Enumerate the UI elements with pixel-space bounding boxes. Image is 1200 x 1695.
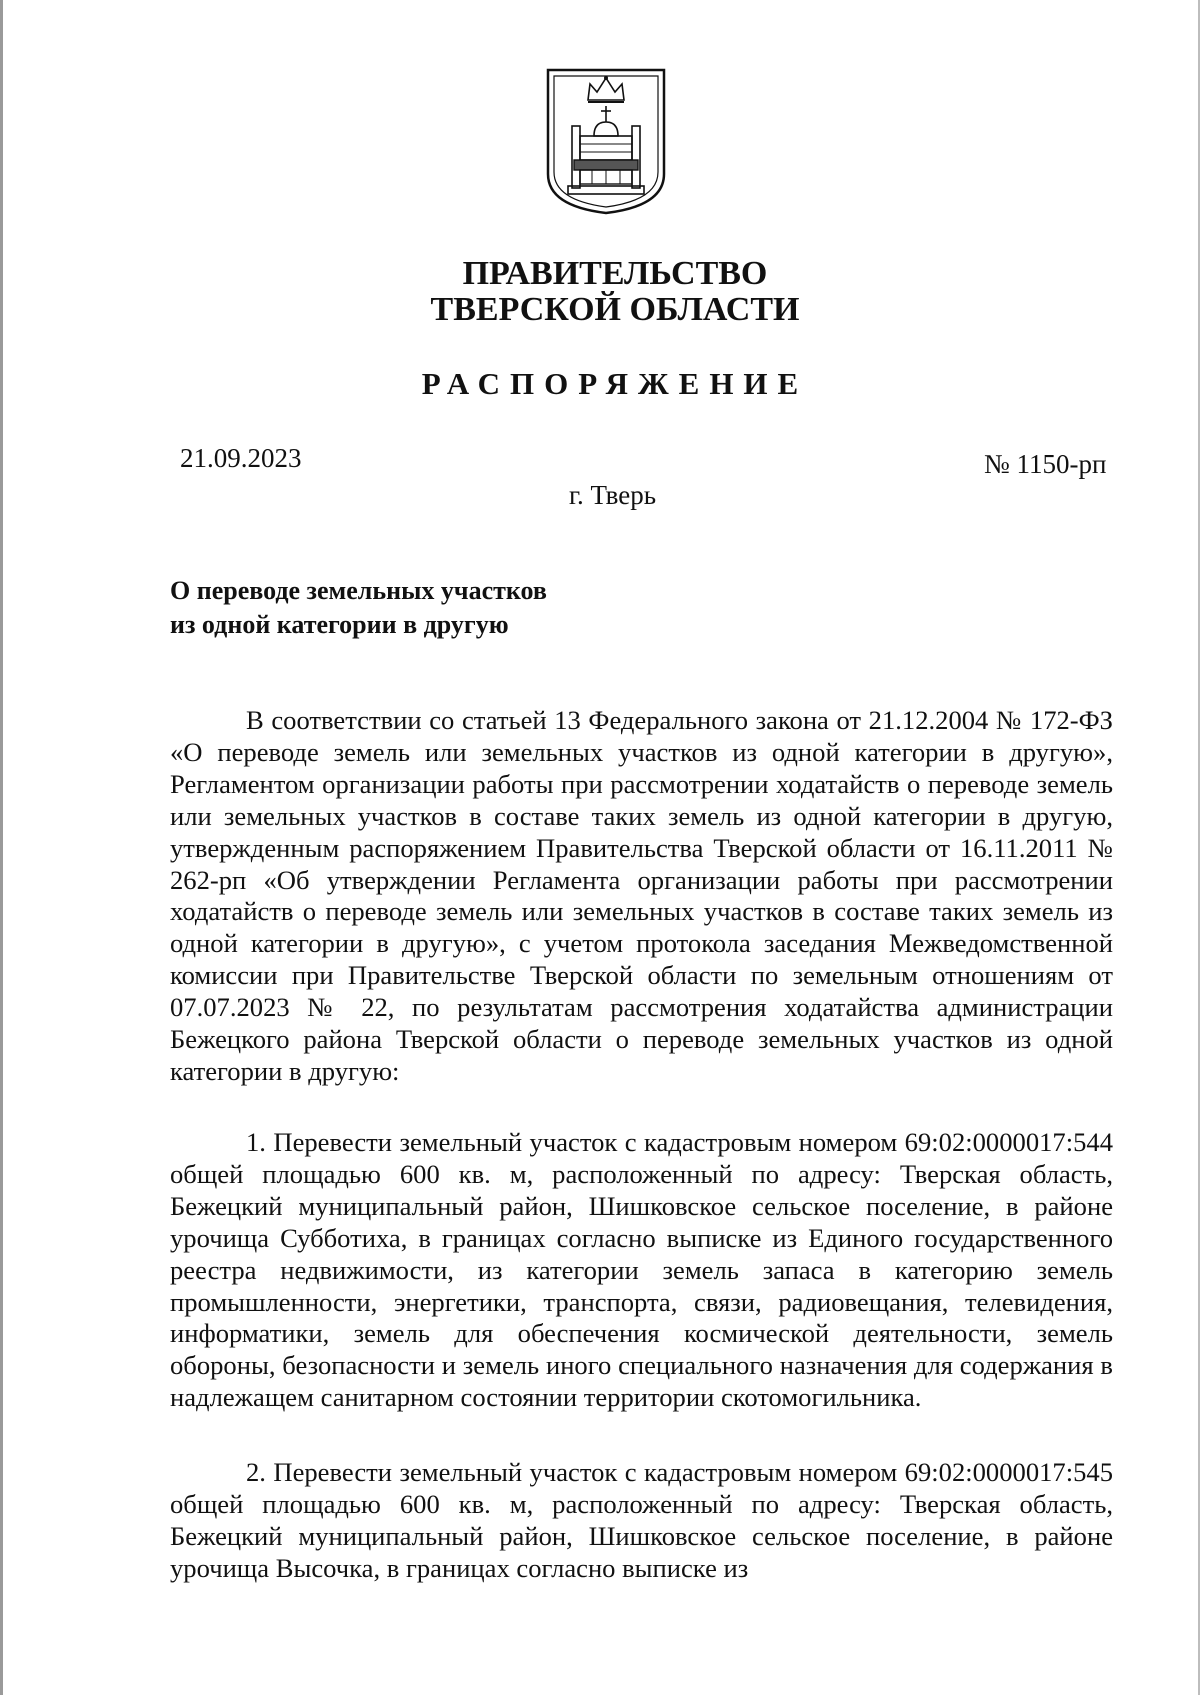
document-subject [170, 574, 547, 642]
document-type-title: РАСПОРЯЖЕНИЕ [421, 366, 809, 401]
item-1-text: 1. Перевести земельный участок с кадастровым номером 69:02:0000017:544 общей площадью 600 кв. м, расположенный по адресу: Тверская область, Бежецкий муниципальный район, Шишковское сельское поселение, в районе урочища Субботиха, в границах согласно выписке из Единого государственного реестра недвижимости, из категории земель запаса в категорию земель промышленности, энергетики, транспорта, связи, радиовещания, телевидения, информатики, земель для обеспечения космической деятельности, земель обороны, безопасности и земель иного специального назначения для содержания в надлежащем санитарном состоянии территории скотомогильника. [170, 1127, 1113, 1413]
subject-line1: О переводе земельных участков [170, 576, 547, 605]
item-2-text: 2. Перевести земельный участок с кадастровым номером 69:02:0000017:545 общей площадью 600 кв. м, расположенный по адресу: Тверская область, Бежецкий муниципальный район, Шишковское сельское поселение, в районе урочища Высочка, в границах согласно выписке из [170, 1457, 1113, 1583]
subject-line2: из одной категории в другую [170, 610, 509, 639]
org-name-line2: ТВЕРСКОЙ ОБЛАСТИ [430, 291, 800, 328]
item-2-paragraph [170, 1457, 1113, 1585]
org-name-line1: ПРАВИТЕЛЬСТВО [462, 255, 768, 292]
preamble-text: В соответствии со статьей 13 Федерального закона от 21.12.2004 № 172-ФЗ «О переводе земель или земельных участков из одной категории в другую», Регламентом организации работы при рассмотрении ходатайств о переводе земель или земельных участков в составе таких земель из одной категории в другую, утвержденным распоряжением Правительства Тверской области от 16.11.2011 № 262-рп «Об утверждении Регламента организации работы при рассмотрении ходатайств о переводе земель или земельных участков в составе таких земель из одной категории в другую», с учетом протокола заседания Межведомственной комиссии при Правительстве Тверской области по земельным отношениям от 07.07.2023 № 22, по результатам рассмотрения ходатайства администрации Бежецкого района Тверской области о переводе земельных участков из одной категории в другую: [170, 705, 1113, 1086]
coat-of-arms-emblem [544, 66, 668, 216]
item-1-paragraph [170, 1127, 1113, 1414]
document-number: № 1150-рп [984, 449, 1107, 479]
preamble-paragraph [170, 705, 1113, 1088]
document-city: г. Тверь [568, 480, 657, 510]
document-date: 21.09.2023 [180, 443, 302, 473]
